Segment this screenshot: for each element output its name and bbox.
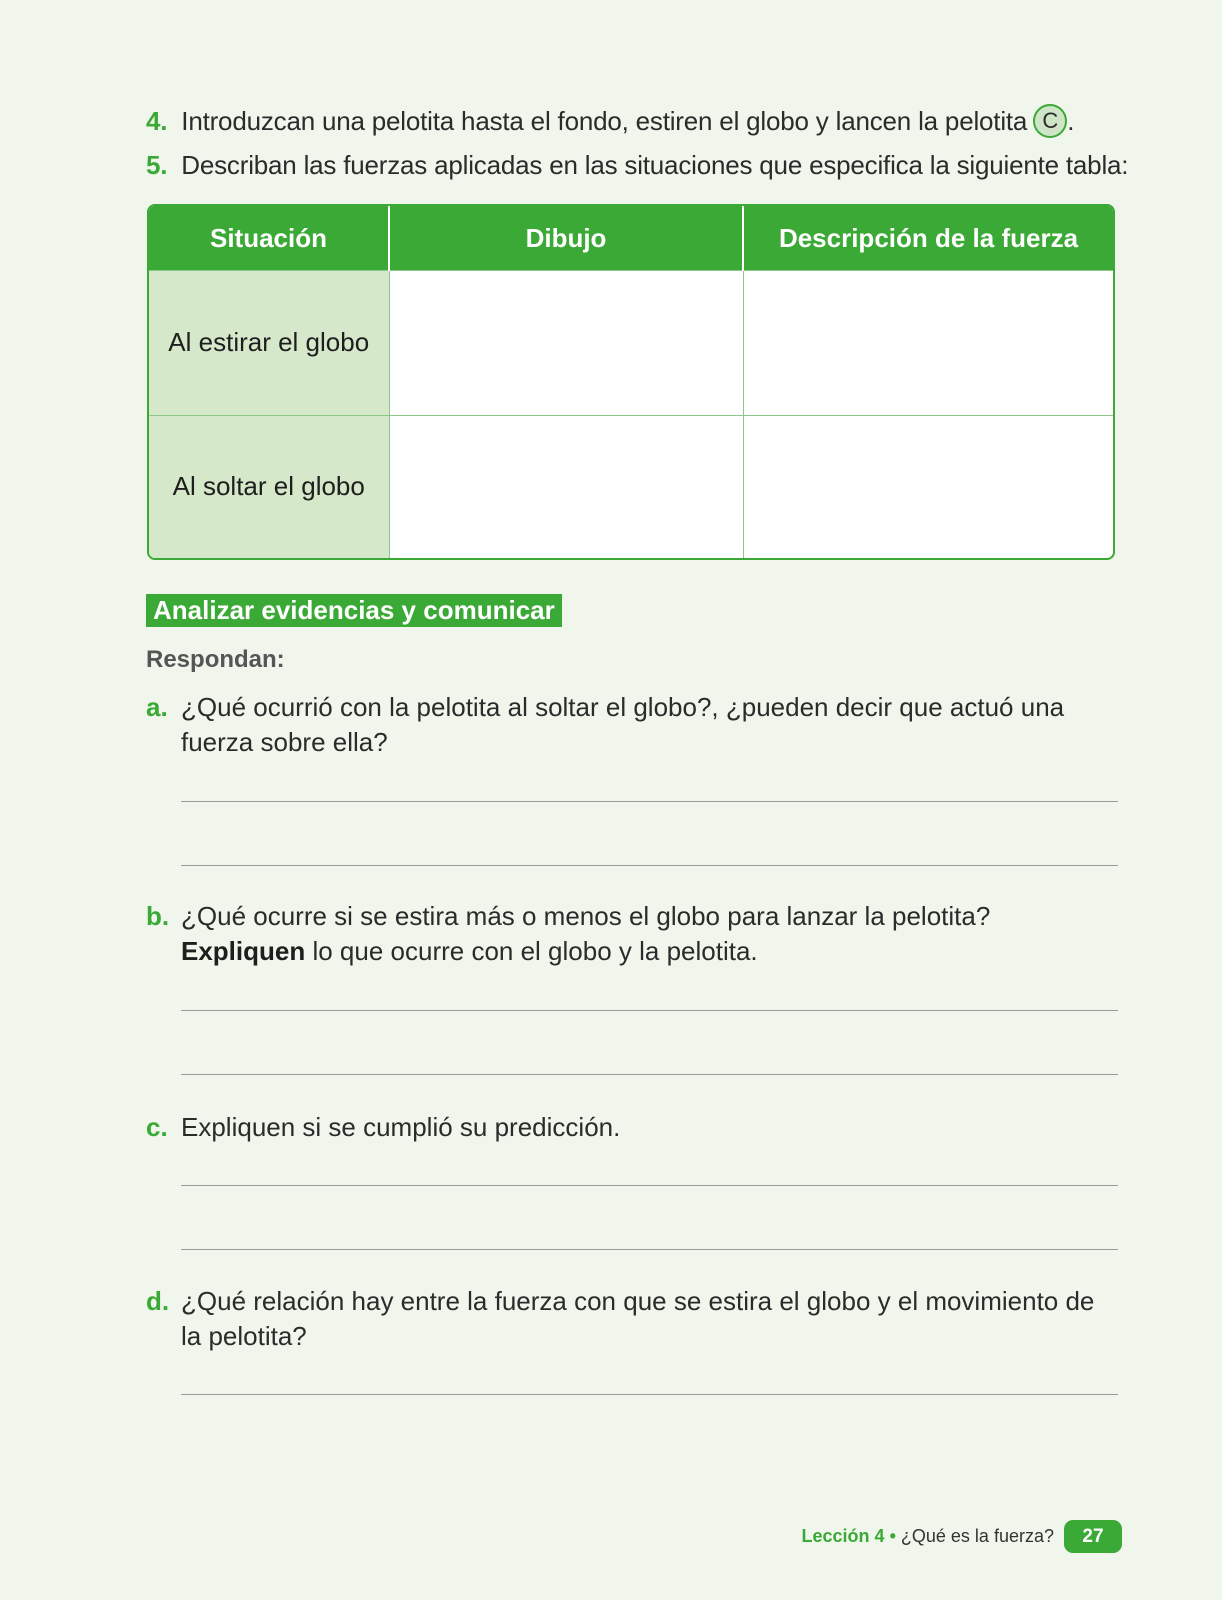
question-bold-verb: Expliquen bbox=[181, 936, 306, 966]
question-letter: d. bbox=[146, 1286, 170, 1316]
question-letter: c. bbox=[146, 1112, 168, 1142]
description-cell[interactable] bbox=[743, 415, 1113, 558]
step-4 bbox=[146, 104, 1074, 138]
header-drawing: Dibujo bbox=[389, 206, 743, 271]
answer-line[interactable] bbox=[181, 1394, 1118, 1395]
step-text: Introduzcan una pelotita hasta el fondo, estiren el globo y lancen la pelotita bbox=[181, 106, 1028, 136]
step-number: 4. bbox=[146, 106, 168, 136]
drawing-cell[interactable] bbox=[389, 415, 743, 558]
step-text: Describan las fuerzas aplicadas en las situaciones que especifica la siguiente tabla: bbox=[181, 150, 1129, 180]
question-text: ¿Qué ocurre si se estira más o menos el globo para lanzar la pelotita? bbox=[181, 901, 991, 931]
situation-cell: Al estirar el globo bbox=[149, 271, 389, 416]
lesson-label: Lección 4 bbox=[801, 1526, 885, 1546]
header-situation: Situación bbox=[149, 206, 389, 271]
answer-line[interactable] bbox=[181, 1185, 1118, 1186]
question-a bbox=[146, 690, 1106, 760]
answer-line[interactable] bbox=[181, 1249, 1118, 1250]
forces-table bbox=[147, 204, 1115, 560]
question-c bbox=[146, 1110, 1106, 1145]
question-text: ¿Qué ocurrió con la pelotita al soltar el globo?, ¿pueden decir que actuó una fuerza sobre ella? bbox=[181, 692, 1065, 757]
question-letter: b. bbox=[146, 901, 170, 931]
question-letter: a. bbox=[146, 692, 168, 722]
question-b bbox=[146, 899, 1106, 969]
bullet-separator: • bbox=[889, 1526, 896, 1546]
step-5 bbox=[146, 150, 1128, 181]
answer-line[interactable] bbox=[181, 1010, 1118, 1011]
section-instruction: Respondan: bbox=[146, 646, 285, 673]
lesson-title: ¿Qué es la fuerza? bbox=[900, 1526, 1054, 1546]
drawing-cell[interactable] bbox=[389, 271, 743, 416]
page-number: 27 bbox=[1064, 1520, 1122, 1553]
header-description: Descripción de la fuerza bbox=[743, 206, 1113, 271]
situation-cell: Al soltar el globo bbox=[149, 415, 389, 558]
page-footer bbox=[801, 1520, 1222, 1556]
question-d bbox=[146, 1284, 1106, 1354]
section-title: Analizar evidencias y comunicar bbox=[146, 594, 562, 627]
question-text: ¿Qué relación hay entre la fuerza con que se estira el globo y el movimiento de la pelotita? bbox=[181, 1286, 1095, 1351]
description-cell[interactable] bbox=[743, 271, 1113, 416]
lesson-reference bbox=[802, 1526, 1054, 1547]
question-text-continued: lo que ocurre con el globo y la pelotita. bbox=[305, 936, 758, 966]
answer-line[interactable] bbox=[181, 801, 1118, 802]
question-text: Expliquen si se cumplió su predicción. bbox=[181, 1112, 621, 1142]
step-number: 5. bbox=[146, 150, 168, 180]
answer-line[interactable] bbox=[181, 865, 1118, 866]
step-suffix: . bbox=[1067, 106, 1075, 136]
answer-line[interactable] bbox=[181, 1074, 1118, 1075]
material-badge-c: C bbox=[1033, 104, 1067, 138]
